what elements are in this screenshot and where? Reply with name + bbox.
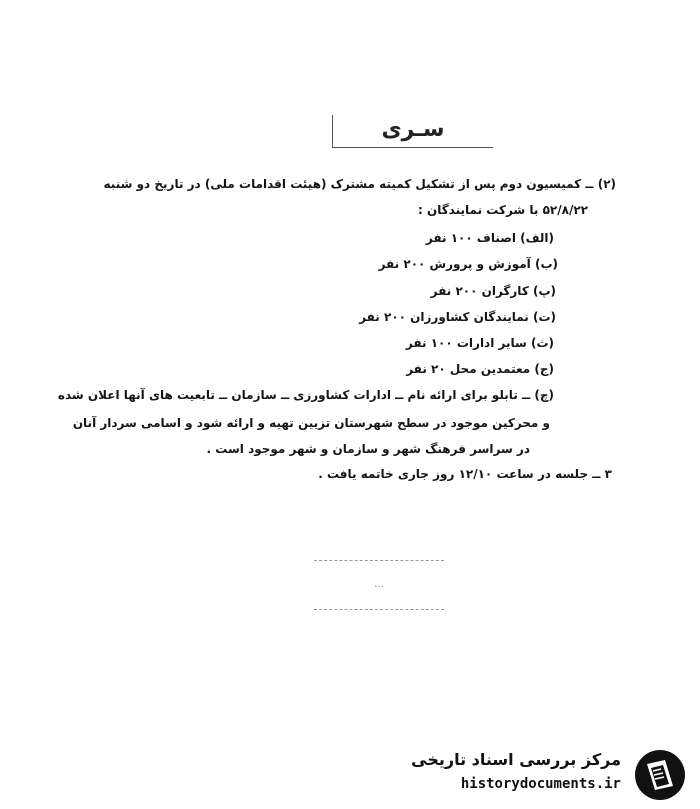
footer-url: historydocuments.ir [460,776,621,792]
text-line-1: (۲) ــ کمیسیون دوم پس از تشکیل کمیته مشترک (هیئت اقدامات ملی) در تاریخ دو شنبه [103,177,616,191]
list-item-che: (چ) ــ تابلو برای ارائه نام ــ ادارات کشاورزی ــ سازمان ــ تابعیت های آنها اعلان شده [57,388,554,402]
list-item-se: (ث) سایر ادارات ۱۰۰ نفر [405,336,554,350]
text-line-closing: ۳ ــ جلسه در ساعت ۱۲/۱۰ روز جاری خاتمه یافت . [318,467,612,481]
footer-title: مرکز بررسی اسناد تاریخی [411,750,621,769]
text-line-2: ۵۲/۸/۲۲ با شرکت نمایندگان : [418,203,588,217]
text-line-continuation-1: و محرکین موجود در سطح شهرستان تزیین تهیه و ارائه شود و اسامی سردار آنان [72,416,550,430]
list-item-pe: (پ) کارگران ۲۰۰ نفر [430,284,556,298]
list-item-alef: (الف) اصناف ۱۰۰ نفر [425,231,554,245]
classification-heading: سـری [332,115,493,148]
list-item-te: (ت) نمایندگان کشاورزان ۲۰۰ نفر [359,310,556,324]
archive-logo-icon [633,748,687,802]
list-item-be: (ب) آموزش و پرورش ۲۰۰ نفر [378,257,558,271]
watermark-footer [405,748,695,804]
list-item-jim: (ج) معتمدین محل ۲۰ نفر [406,362,554,376]
text-line-continuation-2: در سراسر فرهنگ شهر و سازمان و شهر موجود است . [206,442,530,456]
faint-mark: ... [314,560,444,610]
